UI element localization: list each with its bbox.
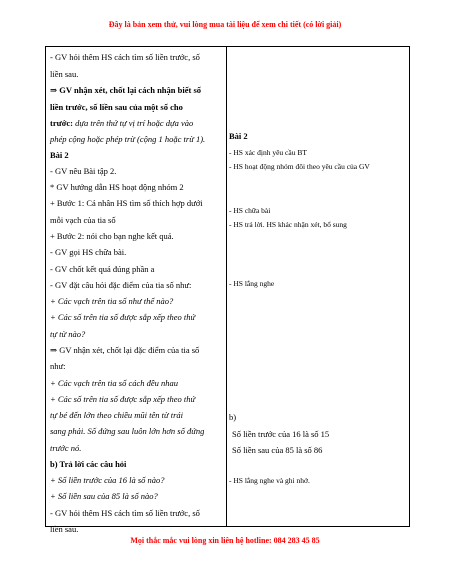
left-line: như: [50, 361, 66, 371]
left-line: ⇒ GV nhận xét, chốt lại đặc điểm của tia số [50, 345, 200, 355]
left-line: phép cộng hoặc phép trừ (cộng 1 hoặc trừ 1). [50, 134, 206, 144]
left-line: + Số liền trước của 16 là số nào? [50, 475, 165, 485]
left-line: liền sau. [50, 69, 79, 79]
right-line: - HS lắng nghe [229, 279, 275, 288]
left-line: + Số liền sau của 85 là số nào? [50, 491, 158, 501]
left-line: + Các số trên tia số được sắp xếp theo thứ [50, 394, 196, 404]
left-line: + Bước 1: Cá nhân HS tìm số thích hợp dưới [50, 198, 203, 208]
column-divider [226, 46, 227, 527]
left-line: + Các số trên tia số được sắp xếp theo thứ [50, 312, 196, 322]
left-line: + Các vạch trên tia số như thế nào? [50, 296, 174, 306]
left-line: tự từ nào? [50, 329, 86, 339]
section-heading-b: b) Trả lời các câu hỏi [50, 459, 127, 469]
left-line: + Bước 2: nói cho bạn nghe kết quả. [50, 231, 174, 241]
left-line-italic-part: dựa trên thứ tự vị trí hoặc dựa vào [75, 118, 194, 128]
left-line: liền trước, số liền sau của một số cho [50, 102, 183, 112]
left-line: liền sau. [50, 524, 79, 534]
right-line: - HS hoạt động nhóm đôi theo yêu cầu của GV [229, 162, 370, 171]
left-line: - GV gọi HS chữa bài. [50, 247, 127, 257]
preview-notice-banner: Đây là bản xem thử, vui lòng mua tài liệu để xem chi tiết (có lời giải) [108, 20, 342, 29]
right-line: - HS trả lời. HS khác nhận xét, bổ sung [229, 220, 347, 229]
left-line: * GV hướng dẫn HS hoạt động nhóm 2 [50, 182, 184, 192]
left-line: - GV hỏi thêm HS cách tìm số liền trước, số [50, 508, 200, 518]
left-line: - GV hỏi thêm HS cách tìm số liền trước, số [50, 52, 200, 62]
hotline-footer: Mọi thắc mắc vui lòng xin liên hệ hotline: 084 283 45 85 [130, 536, 320, 545]
left-line: - GV đặt câu hỏi đặc điểm của tia số như: [50, 280, 192, 290]
left-line-bold-part: trước: [50, 118, 74, 128]
right-line: - HS chữa bài [229, 206, 271, 215]
left-line: - GV chốt kết quả đúng phần a [50, 264, 155, 274]
left-line-mixed [50, 118, 193, 129]
right-heading-b: b) [229, 412, 237, 422]
left-line: + Các vạch trên tia số cách đều nhau [50, 378, 179, 388]
right-answer: Số liền trước của 16 là số 15 [232, 429, 330, 439]
left-line: ⇒ GV nhận xét, chốt lại cách nhận biết số [50, 85, 202, 95]
right-heading-bai-2: Bài 2 [229, 131, 248, 141]
left-line: trước nó. [50, 443, 82, 453]
left-line: - GV nêu Bài tập 2. [50, 166, 117, 176]
right-answer: Số liền sau của 85 là số 86 [232, 445, 323, 455]
right-line: - HS xác định yêu cầu BT [229, 148, 307, 157]
left-line: mỗi vạch của tia số [50, 215, 116, 225]
left-line: tự bé đến lớn theo chiều mũi tên từ trái [50, 410, 184, 420]
left-line: sang phải. Số đứng sau luôn lớn hơn số đứng [50, 426, 205, 436]
section-heading-bai-2: Bài 2 [50, 150, 69, 160]
right-line: - HS lắng nghe và ghi nhớ. [229, 476, 310, 485]
